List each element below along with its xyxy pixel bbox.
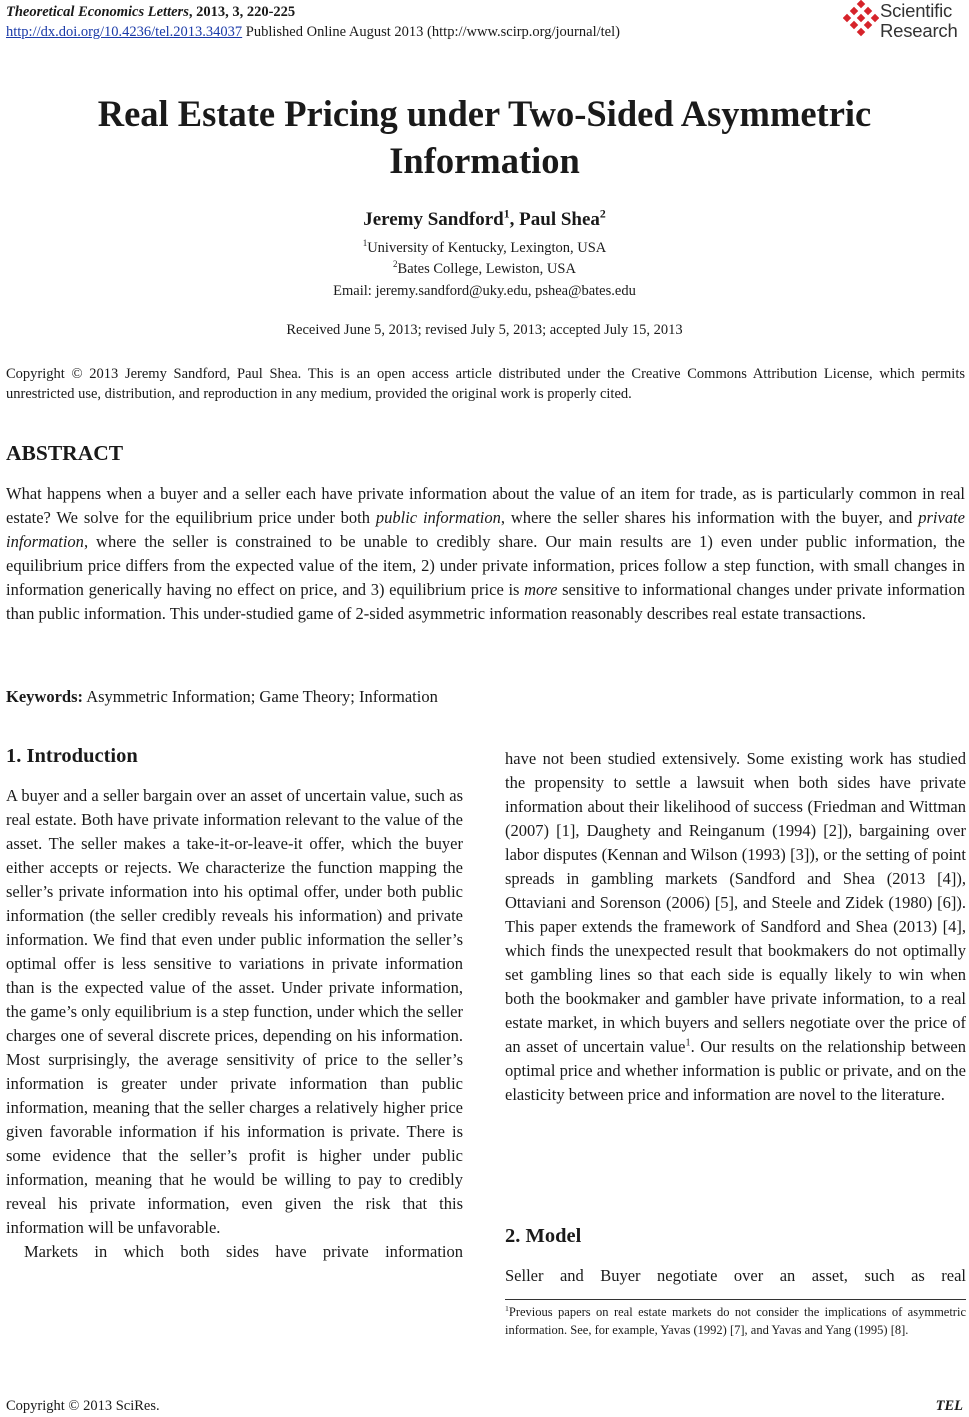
doi-line: [6, 22, 620, 42]
right-column: [505, 747, 966, 1107]
abstract-body: [6, 482, 965, 626]
introduction-heading: 1. Introduction: [6, 745, 138, 767]
logo-mark-icon: [843, 0, 879, 40]
intro-paragraph-2-cont: [505, 747, 966, 1107]
affiliation-2: [0, 261, 969, 278]
journal-volume: , 2013, 3, 220-225: [188, 4, 296, 20]
footer-journal-abbrev: TEL: [935, 1398, 963, 1414]
intro-paragraph-2-text: have not been studied extensively. Some existing work has studied the propensity to settle a lawsuit when both sides have private information about their likelihood of success (Friedman and Wittman (2007) [1], Daughety and Reinganum (1994) [2]), bargaining over labor disputes (Kennan and Wilson (1993) [3]), or the setting of point spreads in gambling markets (Sandford and Shea (2013 [4]), Ottaviani and Sorenson (2006) [5], and Steele and Zidek (1980) [6]). This paper extends the framework of Sandford and Shea (2013) [4], which finds the unexpected result that bookmakers do not optimally set gambling lines so that each side is equally likely to win when both the bookmaker and gambler have private information, to a real estate market, in which buyers and sellers negotiate over the price of an asset of uncertain value: [505, 749, 966, 1056]
logo-line-2: Research: [880, 20, 958, 41]
author-1: Jeremy Sandford: [363, 209, 504, 230]
copyright-notice: Copyright © 2013 Jeremy Sandford, Paul Shea. This is an open access article distributed under the Creative Commons Attribution License, which permits unrestricted use, distribution, and reproduction in any medium, provided the original work is properly cited.: [6, 366, 965, 402]
footnote-divider: [505, 1299, 966, 1300]
footnote-ref-1[interactable]: 1: [685, 1037, 691, 1049]
abstract-text-1: What happens when a buyer and a seller each have private information about the value of an item for trade, as is particularly common in real estate? We solve for the equilibrium price under both: [6, 484, 965, 527]
abstract-text-4: sensitive to informational changes under private information than public information. This under-studied game of 2-sided asymmetric information reasonably describes real estate transactions.: [6, 580, 966, 623]
author-emails: Email: jeremy.sandford@uky.edu, pshea@bates.edu: [333, 283, 636, 299]
paper-title: [0, 90, 969, 184]
journal-name: Theoretical Economics Letters: [6, 4, 189, 20]
abstract-emphasis-3: more: [524, 580, 558, 599]
abstract-text-2: , where the seller shares his information with the buyer, and: [500, 508, 919, 527]
intro-paragraph-1: A buyer and a seller bargain over an asset of uncertain value, such as real estate. Both have private information relevant to the value of the asset. The seller makes a take-it-or-leave-it offer, which the buyer either accepts or rejects. We characterize the function mapping the seller’s private information into his optimal offer, under both public information (the seller credibly reveals his information) and private information. We find that even under public information the seller’s optimal offer is less sensitive to variations in private information than is the expected value of the asset. Under private information, the game’s only equilibrium is a step function, under which the seller charges one of several discrete prices, depending on his information. Most surprisingly, the average sensitivity of price to the seller’s information is greater under private information than public information, meaning that the seller charges a relatively higher price given favorable information if his information is private. There is some evidence that the seller’s profit is higher under public information, meaning that he would be willing to pay to credibly reveal his private information, even given the risk that this information will be unfavorable.: [6, 786, 463, 1237]
affiliation-1-sup: 1: [362, 238, 368, 249]
keywords-label: Keywords:: [6, 687, 83, 706]
author-2-sup: 2: [599, 207, 606, 221]
intro-paragraph-2-end: . Our results on the relationship between optimal price and whether information is public or private, and on the elasticity between price and information are novel to the literature.: [505, 1037, 966, 1104]
abstract-heading: ABSTRACT: [6, 441, 124, 465]
footer-copyright: Copyright © 2013 SciRes.: [6, 1398, 160, 1414]
abstract-text-3: , where the seller is constrained to be unable to credibly share. Our main results are 1) even under public information, the equilibrium price differs from the expected value of the item, 2) under private information, prices follow a step function, with small changes in information generically having no effect on price, and 3) equilibrium price is: [6, 532, 965, 599]
footnote-1-number: 1: [505, 1303, 509, 1313]
published-info: Published Online August 2013 (http://www.scirp.org/journal/tel): [242, 24, 620, 40]
journal-header: [6, 2, 620, 42]
abstract-emphasis-2: private information: [6, 508, 965, 551]
logo-line-1: Scientific: [880, 0, 953, 21]
author-2: Paul Shea: [519, 209, 600, 230]
model-heading: 2. Model: [505, 1225, 582, 1247]
model-paragraph-1: Seller and Buyer negotiate over an asset, such as real: [505, 1266, 966, 1285]
title-line-2: Information: [389, 140, 580, 181]
keywords-text: Asymmetric Information; Game Theory; Information: [83, 687, 438, 706]
affiliation-1-text: University of Kentucky, Lexington, USA: [367, 240, 607, 256]
received-dates: Received June 5, 2013; revised July 5, 2013; accepted July 15, 2013: [286, 322, 683, 338]
scientific-research-logo: [843, 0, 965, 44]
affiliation-2-text: Bates College, Lewiston, USA: [397, 261, 576, 277]
author-list: [0, 209, 969, 231]
footnote-1-text: Previous papers on real estate markets do not consider the implications of asymmetric information. See, for example, Yavas (1992) [7], and Yavas and Yang (1995) [8].: [505, 1305, 966, 1337]
keywords: [6, 687, 438, 707]
author-separator: ,: [509, 209, 520, 230]
intro-paragraph-2-start: Markets in which both sides have private information: [24, 1242, 463, 1261]
doi-link[interactable]: http://dx.doi.org/10.4236/tel.2013.34037: [6, 24, 243, 40]
journal-citation: [6, 2, 620, 22]
footnote-1: [505, 1303, 966, 1339]
author-1-sup: 1: [503, 207, 510, 221]
affiliation-1: [0, 240, 969, 257]
abstract-emphasis-1: public information: [375, 508, 501, 527]
logo-text: [880, 1, 958, 41]
title-line-1: Real Estate Pricing under Two-Sided Asymmetric: [97, 93, 872, 134]
left-column: [6, 784, 463, 1264]
affiliation-2-sup: 2: [393, 259, 398, 270]
